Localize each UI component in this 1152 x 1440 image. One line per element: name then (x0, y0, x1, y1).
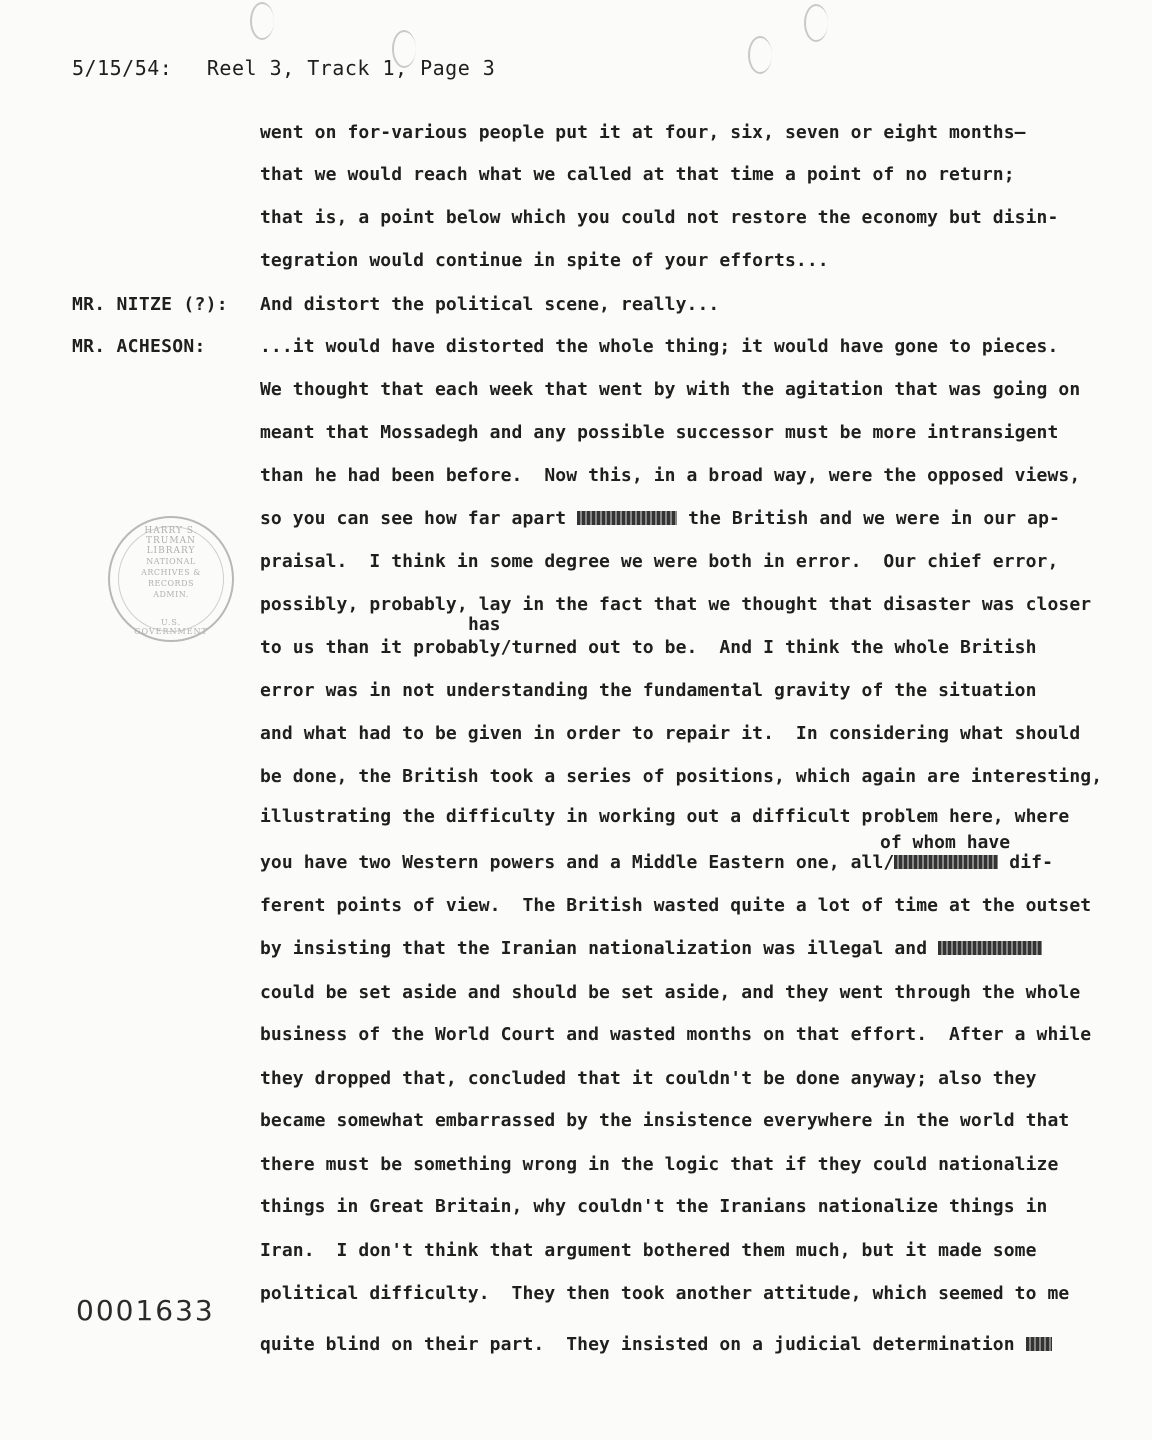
text-line: ...it would have distorted the whole thing; it would have gone to pieces. (260, 336, 1059, 357)
header-reel-info: Reel 3, Track 1, Page 3 (206, 56, 496, 80)
archive-stamp (108, 516, 234, 642)
strikeout-mark (577, 511, 677, 525)
header-date: 5/15/54: (72, 56, 173, 80)
text-line: be done, the British took a series of positions, which again are interesting, (260, 766, 1103, 787)
text-segment: by insisting that the Iranian nationalization was illegal and (260, 938, 928, 959)
text-line: error was in not understanding the fundamental gravity of the situation (260, 680, 1037, 701)
text-line (260, 938, 1120, 959)
stamp-inner-text: NATIONAL ARCHIVES & RECORDS ADMIN. (141, 557, 201, 599)
text-line: business of the World Court and wasted months on that effort. After a while (260, 1024, 1092, 1045)
punch-hole-mark (804, 4, 828, 42)
text-line: and what had to be given in order to repair it. In considering what should (260, 723, 1081, 744)
text-line: became somewhat embarrassed by the insistence everywhere in the world that (260, 1110, 1070, 1131)
speaker-label-acheson: MR. ACHESON: (72, 336, 206, 357)
text-line: they dropped that, concluded that it couldn't be done anyway; also they (260, 1068, 1037, 1089)
strikeout-mark (938, 941, 1042, 955)
text-segment: so you can see how far apart (260, 508, 567, 529)
handwritten-insertion: has (468, 614, 501, 635)
text-line: tegration would continue in spite of your efforts... (260, 250, 829, 271)
punch-hole-mark (250, 2, 274, 40)
text-line: Iran. I don't think that argument bothered them much, but it made some (260, 1240, 1037, 1261)
text-line: to us than it probably/turned out to be. And I think the whole British (260, 637, 1037, 658)
stamp-bottom-text: U.S. GOVERNMENT (134, 618, 208, 636)
text-line: that is, a point below which you could not restore the economy but disin- (260, 207, 1059, 228)
text-line: than he had been before. Now this, in a broad way, were the opposed views, (260, 465, 1081, 486)
text-line: went on for-various people put it at four, six, seven or eight months— (260, 122, 1026, 143)
text-line: could be set aside and should be set aside, and they went through the whole (260, 982, 1081, 1003)
text-line: We thought that each week that went by with the agitation that was going on (260, 379, 1081, 400)
text-line: meant that Mossadegh and any possible successor must be more intransigent (260, 422, 1059, 443)
text-line (260, 852, 1120, 873)
text-line (260, 508, 1120, 529)
handwritten-insertion: of whom have (880, 832, 1011, 853)
text-line: possibly, probably, lay in the fact that we thought that disaster was closer (260, 594, 1092, 615)
text-line: there must be something wrong in the logic that if they could nationalize (260, 1154, 1059, 1175)
text-line: illustrating the difficulty in working out a difficult problem here, where (260, 806, 1070, 827)
text-line: praisal. I think in some degree we were both in error. Our chief error, (260, 551, 1059, 572)
punch-hole-mark (748, 36, 772, 74)
text-line: that we would reach what we called at that time a point of no return; (260, 164, 1015, 185)
text-segment: dif- (1009, 852, 1054, 873)
text-segment: you have two Western powers and a Middle Eastern one, all/ (260, 852, 895, 873)
text-segment: quite blind on their part. They insisted on a judicial determination (260, 1334, 1015, 1355)
speaker-label-nitze: MR. NITZE (?): (72, 294, 228, 315)
text-line: things in Great Britain, why couldn't the Iranians nationalize things in (260, 1196, 1048, 1217)
text-line: political difficulty. They then took another attitude, which seemed to me (260, 1283, 1070, 1304)
document-id: 0001633 (76, 1294, 215, 1327)
page-header (72, 56, 495, 80)
strikeout-mark (894, 855, 998, 869)
text-segment: the British and we were in our ap- (688, 508, 1060, 529)
text-line: And distort the political scene, really... (260, 294, 720, 315)
strikeout-mark (1026, 1337, 1052, 1351)
text-line: ferent points of view. The British wasted quite a lot of time at the outset (260, 895, 1092, 916)
text-line (260, 1334, 1120, 1355)
stamp-top-text: HARRY S. TRUMAN LIBRARY (144, 526, 198, 556)
